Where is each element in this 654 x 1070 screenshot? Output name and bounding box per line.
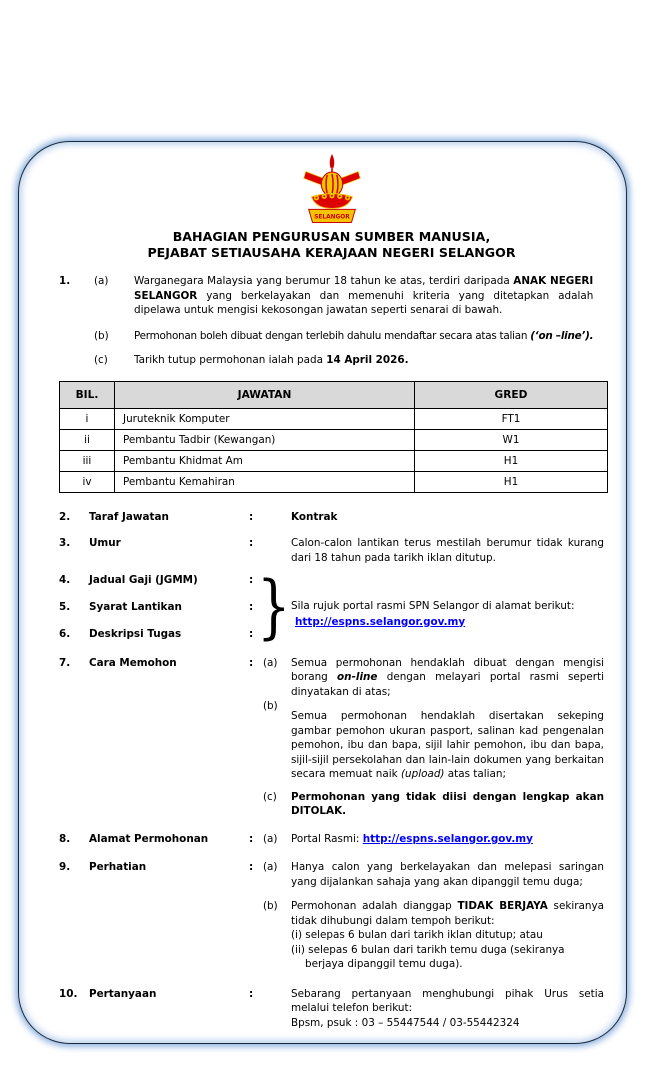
item-6-colon: : (249, 628, 254, 640)
org-header-line2: PEJABAT SETIAUSAHA KERAJAAN NEGERI SELANGOR (147, 245, 516, 260)
item-8a-letter: (a) (263, 832, 278, 845)
item-3-colon: : (249, 537, 254, 549)
item-7a-post: dengan melayari portal rasmi seperti dinyatakan di atas; (291, 671, 604, 698)
item-2-value: Kontrak (291, 510, 338, 523)
selangor-crest-logo (297, 152, 367, 226)
item-4-number: 4. (59, 574, 71, 586)
portal-rasmi-link[interactable]: http://espns.selangor.gov.my (362, 832, 533, 845)
item-1a-letter: (a) (94, 275, 109, 287)
cell-gred: H1 (415, 450, 608, 471)
item-6-number: 6. (59, 628, 71, 640)
cell-jawatan: Pembantu Kemahiran (115, 471, 415, 492)
item-9b (59, 899, 604, 972)
item-2-number: 2. (59, 510, 71, 523)
item-7b (59, 699, 604, 782)
cell-gred: W1 (415, 429, 608, 450)
item-7b-letter: (b) (263, 700, 278, 712)
table-row (60, 450, 608, 471)
item-3 (59, 536, 604, 565)
item-3-value: Calon-calon lantikan terus mestilah berumur tidak kurang dari 18 tahun pada tarikh iklan ditutup. (291, 537, 604, 564)
item-8-number: 8. (59, 832, 71, 845)
item-1b-pre: Permohonan boleh dibuat dengan terlebih dahulu mendaftar secara atas talian (134, 329, 531, 342)
cell-jawatan: Juruteknik Komputer (115, 408, 415, 429)
col-header-jawatan: JAWATAN (115, 381, 415, 408)
item-1b (94, 329, 615, 344)
item-4 (59, 573, 604, 588)
crest-banner-text: SELANGOR (313, 214, 350, 221)
table-header-row (60, 381, 608, 408)
item-1a-bold: ANAK NEGERI SELANGOR (134, 275, 594, 302)
item-9-label: Perhatian (89, 861, 147, 873)
item-1b-bold-italic: (‘on –line’). (530, 329, 594, 342)
item-1a-pre: Warganegara Malaysia yang berumur 18 tahun ke atas, terdiri daripada (134, 275, 514, 287)
cell-bil: ii (60, 429, 115, 450)
item-1c (94, 353, 615, 368)
cell-gred: FT1 (415, 408, 608, 429)
item-9a-text: Hanya calon yang berkelayakan dan melepasi saringan yang dijalankan sahaja yang akan dipanggil temu duga; (291, 861, 604, 888)
item-7 (59, 656, 604, 700)
grouping-brace: } (257, 566, 291, 647)
item-7a-bold-italic: on-line (337, 671, 378, 683)
item-7b-post: atas talian; (444, 768, 506, 780)
item-10-line2: Bpsm, psuk : 03 – 55447544 / 03-55442324 (291, 1016, 520, 1029)
item-6-label: Deskripsi Tugas (89, 628, 182, 640)
item-10-line1: Sebarang pertanyaan menghubungi pihak Urus setia melalui telefon berikut: (291, 987, 604, 1014)
item-10-colon: : (249, 987, 254, 1000)
item-9b-pre: Permohonan adalah dianggap (291, 900, 458, 912)
item-4-colon: : (249, 574, 254, 586)
item-7b-italic: (upload) (400, 768, 445, 780)
cell-jawatan: Pembantu Tadbir (Kewangan) (115, 429, 415, 450)
item-5-label: Syarat Lantikan (89, 601, 182, 613)
item-9b-post: sekiranya tidak dihubungi dalam tempoh berikut: (291, 900, 604, 927)
item-7a-pre: Semua permohonan hendaklah dibuat dengan mengisi borang (291, 656, 604, 683)
org-header (59, 229, 604, 261)
item-3-number: 3. (59, 537, 71, 549)
item-7a-letter: (a) (263, 656, 278, 669)
item-1 (59, 274, 604, 368)
item-7b-pre: Semua permohonan hendaklah disertakan sekeping gambar pemohon ukuran pasport, salinan kad pengenalan pemohon, ibu dan bapa, sijil lahir pemohon, ibu dan bapa, sijil-sijil persekolahan dan lain-lain dokumen yang berkaitan secara memuat naik (291, 710, 604, 780)
item-2-colon: : (249, 510, 254, 523)
item-1b-text (134, 329, 615, 344)
note-text: Sila rujuk portal rasmi SPN Selangor di alamat berikut: (291, 600, 575, 612)
item-7-label: Cara Memohon (89, 656, 177, 669)
item-10-text (291, 987, 604, 1031)
item-1c-letter: (c) (94, 354, 108, 366)
cell-bil: i (60, 408, 115, 429)
item-8a-text (291, 832, 604, 847)
cell-bil: iv (60, 471, 115, 492)
item-8 (59, 832, 604, 847)
item-9 (59, 860, 604, 889)
item-9b-text (291, 899, 604, 972)
cell-gred: H1 (415, 471, 608, 492)
item-10-number: 10. (59, 987, 78, 1000)
item-8-colon: : (249, 832, 254, 845)
item-5-colon: : (249, 601, 254, 613)
vacancy-table (59, 381, 608, 493)
item-7c (59, 790, 604, 819)
items-4-6-note (291, 599, 609, 629)
item-1c-text (134, 353, 615, 368)
item-2 (59, 510, 604, 525)
col-header-gred: GRED (415, 381, 608, 408)
item-7c-letter: (c) (263, 790, 277, 803)
item-1c-bold: 14 April 2026. (326, 354, 409, 366)
cell-jawatan: Pembantu Khidmat Am (115, 450, 415, 471)
items-4-6-group (59, 566, 604, 647)
org-header-line1: BAHAGIAN PENGURUSAN SUMBER MANUSIA, (172, 229, 491, 244)
item-7-number: 7. (59, 656, 71, 669)
item-9-number: 9. (59, 861, 71, 873)
item-3-label: Umur (89, 537, 121, 549)
col-header-bil: BIL. (60, 381, 115, 408)
item-1a-text (134, 274, 615, 318)
logo-container (59, 152, 604, 226)
item-7b-text (291, 703, 604, 782)
table-row (60, 471, 608, 492)
cell-bil: iii (60, 450, 115, 471)
item-8a-pre: Portal Rasmi: (291, 832, 363, 845)
item-7a-text (291, 656, 604, 700)
table-row (60, 429, 608, 450)
spn-portal-link[interactable]: http://espns.selangor.gov.my (295, 615, 466, 628)
item-1b-letter: (b) (94, 329, 109, 342)
item-1-number: 1. (59, 275, 71, 287)
item-9a-letter: (a) (263, 861, 278, 873)
item-9b-i: (i) selepas 6 bulan dari tarikh iklan ditutup; atau (291, 929, 543, 941)
item-2-label: Taraf Jawatan (89, 510, 169, 523)
item-9-colon: : (249, 861, 254, 873)
item-10-label: Pertanyaan (89, 987, 157, 1000)
item-4-label: Jadual Gaji (JGMM) (89, 574, 198, 586)
item-9b-ii: (ii) selepas 6 bulan dari tarikh temu duga (sekiranya berjaya dipanggil temu duga). (291, 943, 565, 970)
item-1a-post: yang berkelayakan dan memenuhi kriteria yang ditetapkan adalah dipelawa untuk mengisi kekosongan jawatan seperti senarai di bawah. (134, 289, 594, 316)
item-9b-bold: TIDAK BERJAYA (457, 900, 548, 912)
announcement-page (18, 141, 627, 1044)
item-8-label: Alamat Permohonan (89, 832, 209, 845)
item-7-colon: : (249, 656, 254, 669)
item-9b-letter: (b) (263, 900, 278, 912)
item-1c-pre: Tarikh tutup permohonan ialah pada (134, 354, 327, 366)
item-7c-text: Permohonan yang tidak diisi dengan lengkap akan DITOLAK. (291, 790, 604, 817)
item-5-number: 5. (59, 601, 71, 613)
item-10 (59, 987, 604, 1031)
item-1a (94, 274, 615, 318)
item-6 (59, 627, 604, 642)
table-row (60, 408, 608, 429)
